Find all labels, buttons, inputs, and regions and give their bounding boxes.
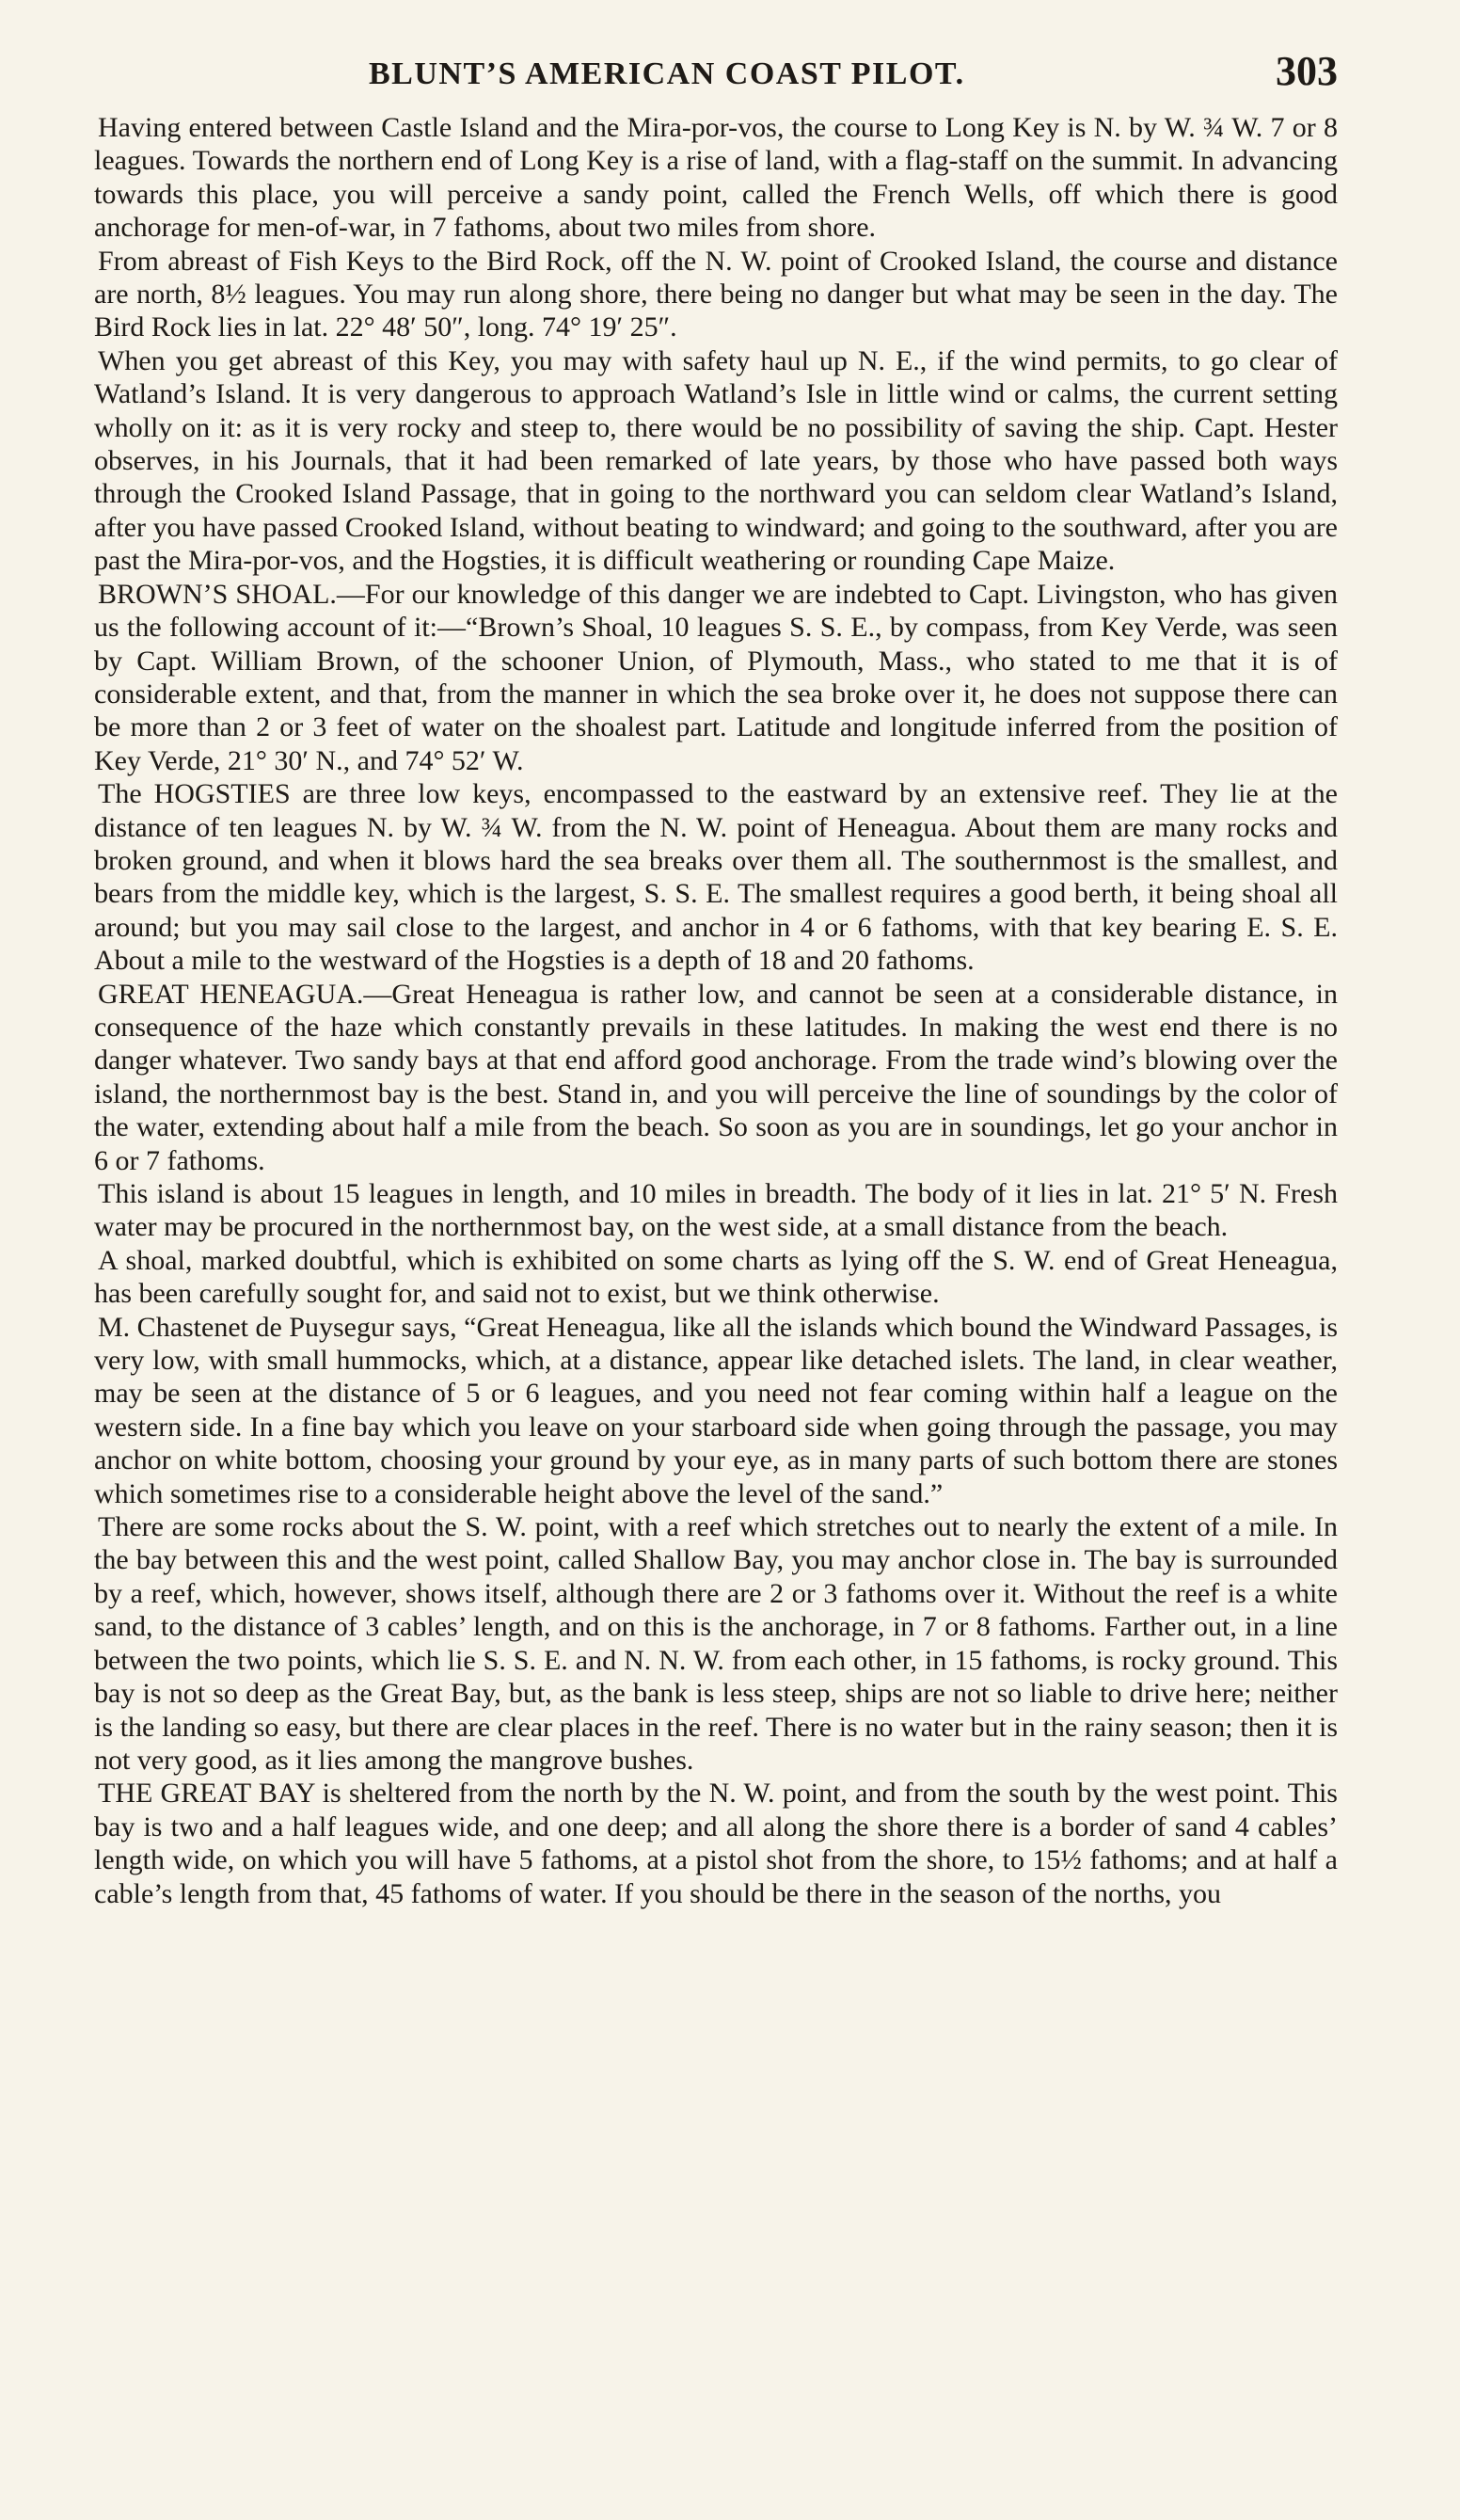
paragraph-doubtful-shoal: A shoal, marked doubtful, which is exhibited on some charts as lying off the S. W. end of Great Heneagua, has been carefully sought for, and said not to exist, but we think otherwise.	[94, 1244, 1338, 1310]
running-title: BLUNT’S AMERICAN COAST PILOT.	[369, 56, 965, 91]
paragraph-browns-shoal: BROWN’S SHOAL.—For our knowledge of this danger we are indebted to Capt. Livingston, who has given us the following account of it:—“Brown’s Shoal, 10 leagues S. S. E., by compass, from Key Verde, was seen by Capt. William Brown, of the schooner Union, of Plymouth, Mass., who stated to me that it is of considerable extent, and that, from the manner in which the sea broke over it, he does not suppose there can be more than 2 or 3 feet of water on the shoalest part. Latitude and longitude inferred from the position of Key Verde, 21° 30′ N., and 74° 52′ W.	[94, 578, 1338, 776]
book-page	[94, 47, 1338, 1910]
body-text	[94, 111, 1338, 1910]
paragraph-great-bay: THE GREAT BAY is sheltered from the north by the N. W. point, and from the south by the west point. This bay is two and a half leagues wide, and one deep; and all along the shore there is a border of sand 4 cables’ length wide, on which you will have 5 fathoms, at a pistol shot from the shore, to 15½ fathoms; and at half a cable’s length from that, 45 fathoms of water. If you should be there in the season of the norths, you	[94, 1778, 1338, 1909]
paragraph-puysegur-quote: M. Chastenet de Puysegur says, “Great Heneagua, like all the islands which bound the Windward Passages, is very low, with small hummocks, which, at a distance, appear like detached islets. The land, in clear weather, may be seen at the distance of 5 or 6 leagues, and you need not fear coming within half a league on the western side. In a fine bay which you leave on your starboard side when going through the passage, you may anchor on white bottom, choosing your ground by your eye, as in many parts of such bottom there are stones which sometimes rise to a considerable height above the level of the sand.”	[94, 1311, 1338, 1509]
paragraph-watlands-island: When you get abreast of this Key, you may with safety haul up N. E., if the wind permits, to go clear of Watland’s Island. It is very dangerous to approach Watland’s Isle in little wind or calms, the current setting wholly on it: as it is very rocky and steep to, there would be no possibility of saving the ship. Capt. Hester observes, in his Journals, that it had been remarked of late years, by those who have passed both ways through the Crooked Island Passage, that in going to the northward you can seldom clear Watland’s Island, after you have passed Crooked Island, without beating to windward; and going to the southward, after you are past the Mira-por-vos, and the Hogsties, it is difficult weathering or rounding Cape Maize.	[94, 344, 1338, 577]
paragraph-bird-rock: From abreast of Fish Keys to the Bird Rock, off the N. W. point of Crooked Island, the course and distance are north, 8½ leagues. You may run along shore, there being no danger but what may be seen in the day. The Bird Rock lies in lat. 22° 48′ 50″, long. 74° 19′ 25″.	[94, 245, 1338, 343]
paragraph-shallow-bay: There are some rocks about the S. W. point, with a reef which stretches out to nearly the extent of a mile. In the bay between this and the west point, called Shallow Bay, you may anchor close in. The bay is surrounded by a reef, which, however, shows itself, although there are 2 or 3 fathoms over it. Without the reef is a white sand, to the distance of 3 cables’ length, and on this is the anchorage, in 7 or 8 fathoms. Farther out, in a line between the two points, which lie S. S. E. and N. N. W. from each other, in 15 fathoms, is rocky ground. This bay is not so deep as the Great Bay, but, as the bank is less steep, ships are not so liable to drive here; neither is the landing so easy, but there are clear places in the reef. There is no water but in the rainy season; then it is not very good, as it lies among the mangrove bushes.	[94, 1511, 1338, 1776]
paragraph-hogsties: The HOGSTIES are three low keys, encompassed to the eastward by an extensive reef. They lie at the distance of ten leagues N. by W. ¾ W. from the N. W. point of Heneagua. About them are many rocks and broken ground, and when it blows hard the sea breaks over them all. The southernmost is the smallest, and bears from the middle key, which is the largest, S. S. E. The smallest requires a good berth, it being shoal all around; but you may sail close to the largest, and anchor in 4 or 6 fathoms, with that key bearing E. S. E. About a mile to the westward of the Hogsties is a depth of 18 and 20 fathoms.	[94, 778, 1338, 977]
page-number: 303	[1276, 48, 1338, 94]
paragraph-great-heneagua: GREAT HENEAGUA.—Great Heneagua is rather low, and cannot be seen at a considerable distance, in consequence of the haze which constantly prevails in these latitudes. In making the west end there is no danger whatever. Two sandy bays at that end afford good anchorage. From the trade wind’s blowing over the island, the northernmost bay is the best. Stand in, and you will perceive the line of soundings by the color of the water, extending about half a mile from the beach. So soon as you are in soundings, let go your anchor in 6 or 7 fathoms.	[94, 978, 1338, 1176]
paragraph-island-size: This island is about 15 leagues in length, and 10 miles in breadth. The body of it lies in lat. 21° 5′ N. Fresh water may be procured in the northernmost bay, on the west side, at a small distance from the beach.	[94, 1178, 1338, 1243]
paragraph-long-key: Having entered between Castle Island and the Mira-por-vos, the course to Long Key is N. by W. ¾ W. 7 or 8 leagues. Towards the northern end of Long Key is a rise of land, with a flag-staff on the summit. In advancing towards this place, you will perceive a sandy point, called the French Wells, off which there is good anchorage for men-of-war, in 7 fathoms, about two miles from shore.	[94, 112, 1338, 244]
running-head	[94, 47, 1338, 104]
